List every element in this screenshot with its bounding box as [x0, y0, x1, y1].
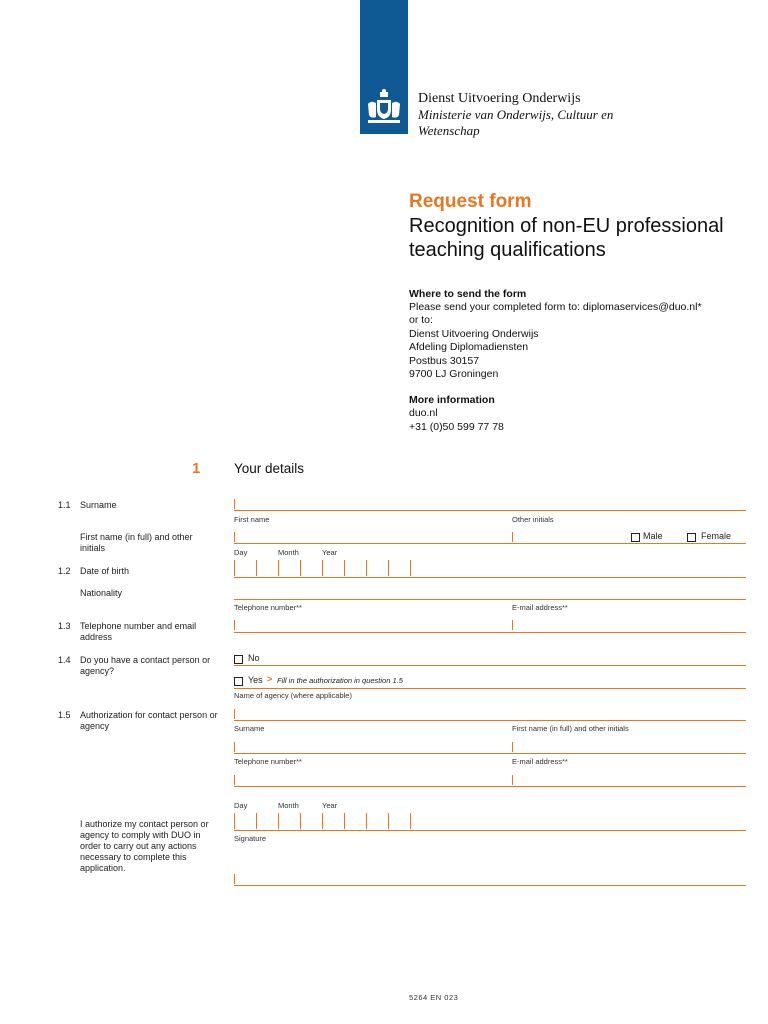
date-tick: [388, 813, 389, 829]
sublabel-email: E-mail address**: [512, 603, 568, 612]
sublabel-email: E-mail address**: [512, 757, 568, 766]
form-code: 5264 EN 023: [409, 993, 459, 1002]
date-tick: [256, 560, 257, 576]
contact-name-input[interactable]: [234, 753, 746, 754]
send-heading: Where to send the form: [409, 288, 527, 300]
sublabel-first-name: First name: [234, 515, 270, 524]
label-telephone-email: Telephone number and email address: [80, 621, 197, 642]
sublabel-surname: Surname: [234, 724, 265, 733]
no-checkbox[interactable]: [234, 655, 243, 664]
label-contact-person: Do you have a contact person or agency?: [80, 655, 211, 676]
male-label: Male: [643, 531, 663, 541]
question-number: 1.5: [58, 710, 71, 720]
field-marker: [512, 620, 513, 630]
field-marker: [234, 742, 235, 752]
field-marker: [512, 532, 513, 542]
label-authorization: Authorization for contact person or agency: [80, 710, 218, 731]
sublabel-other-initials: Other initials: [512, 515, 554, 524]
page-title: Recognition of non-EU professional teaching qualifications: [409, 215, 724, 261]
date-tick: [410, 560, 411, 576]
date-tick: [256, 813, 257, 829]
signature-input[interactable]: [234, 885, 746, 886]
date-tick: [322, 813, 323, 829]
ministry-name: Ministerie van Onderwijs, Cultuur en Wetenschap: [418, 107, 614, 138]
send-line-or: or to:: [409, 314, 433, 326]
section-title: Your details: [234, 461, 305, 476]
field-marker: [234, 532, 235, 542]
date-tick: [300, 560, 301, 576]
field-marker: [234, 499, 235, 509]
date-tick: [300, 813, 301, 829]
sublabel-month: Month: [278, 548, 299, 557]
sublabel-month: Month: [278, 801, 299, 810]
authorization-date-input[interactable]: [234, 830, 746, 831]
sublabel-year: Year: [322, 801, 338, 810]
sublabel-year: Year: [322, 548, 338, 557]
sublabel-telephone: Telephone number**: [234, 603, 302, 612]
female-label: Female: [701, 531, 732, 541]
no-label: No: [248, 653, 260, 663]
sublabel-agency-name: Name of agency (where applicable): [234, 691, 352, 700]
question-number: 1.2: [58, 566, 71, 576]
field-marker: [512, 742, 513, 752]
date-tick: [278, 560, 279, 576]
send-line-city: 9700 LJ Groningen: [409, 368, 499, 380]
label-authorize-text: I authorize my contact person or agency to comply with DUO in order to carry out any actions necessary to complete this application.: [80, 819, 209, 873]
send-line-postbus: Postbus 30157: [409, 355, 480, 367]
field-marker: [234, 709, 235, 719]
date-tick: [234, 560, 235, 576]
sublabel-first-name-full: First name (in full) and other initials: [512, 724, 629, 733]
section-number: 1: [192, 460, 201, 477]
nationality-input[interactable]: [234, 599, 746, 600]
more-info-web: duo.nl: [409, 407, 438, 419]
female-checkbox[interactable]: [687, 533, 696, 542]
label-date-of-birth: Date of birth: [80, 566, 130, 576]
date-tick: [322, 560, 323, 576]
field-marker: [234, 775, 235, 785]
sublabel-day: Day: [234, 548, 248, 557]
sublabel-day: Day: [234, 801, 248, 810]
send-line-dept: Afdeling Diplomadiensten: [409, 341, 529, 353]
male-checkbox[interactable]: [631, 533, 640, 542]
sublabel-telephone: Telephone number**: [234, 757, 302, 766]
field-marker: [234, 874, 235, 884]
more-info-phone: +31 (0)50 599 77 78: [409, 421, 504, 433]
question-number: 1.1: [58, 500, 71, 510]
date-tick: [234, 813, 235, 829]
date-tick: [388, 560, 389, 576]
crest-icon: [364, 88, 404, 128]
divider: [234, 688, 746, 689]
yes-checkbox[interactable]: [234, 677, 243, 686]
org-name: Dienst Uitvoering Onderwijs: [418, 91, 581, 106]
send-line-org: Dienst Uitvoering Onderwijs: [409, 328, 539, 340]
divider: [234, 665, 746, 666]
date-tick: [366, 813, 367, 829]
date-tick: [344, 560, 345, 576]
date-tick: [410, 813, 411, 829]
label-surname: Surname: [80, 500, 117, 510]
form-type-label: Request form: [409, 191, 532, 212]
sublabel-signature: Signature: [234, 834, 267, 843]
question-number: 1.3: [58, 621, 71, 631]
surname-input[interactable]: [234, 510, 746, 511]
label-first-name: First name (in full) and other initials: [80, 532, 193, 553]
more-info-heading: More information: [409, 394, 495, 406]
date-tick: [278, 813, 279, 829]
yes-label: Yes: [248, 675, 263, 685]
date-tick: [366, 560, 367, 576]
send-line-email: Please send your completed form to: diplomaservices@duo.nl*: [409, 301, 702, 313]
date-tick: [344, 813, 345, 829]
first-name-input[interactable]: [234, 543, 746, 544]
telephone-email-input[interactable]: [234, 632, 746, 633]
contact-phone-email-input[interactable]: [234, 786, 746, 787]
question-number: 1.4: [58, 655, 71, 665]
agency-name-input[interactable]: [234, 720, 746, 721]
yes-note: Fill in the authorization in question 1.5: [277, 676, 403, 685]
date-of-birth-input[interactable]: [234, 577, 746, 578]
field-marker: [512, 775, 513, 785]
arrow-icon: >: [267, 674, 273, 684]
field-marker: [234, 620, 235, 630]
label-nationality: Nationality: [80, 588, 123, 598]
